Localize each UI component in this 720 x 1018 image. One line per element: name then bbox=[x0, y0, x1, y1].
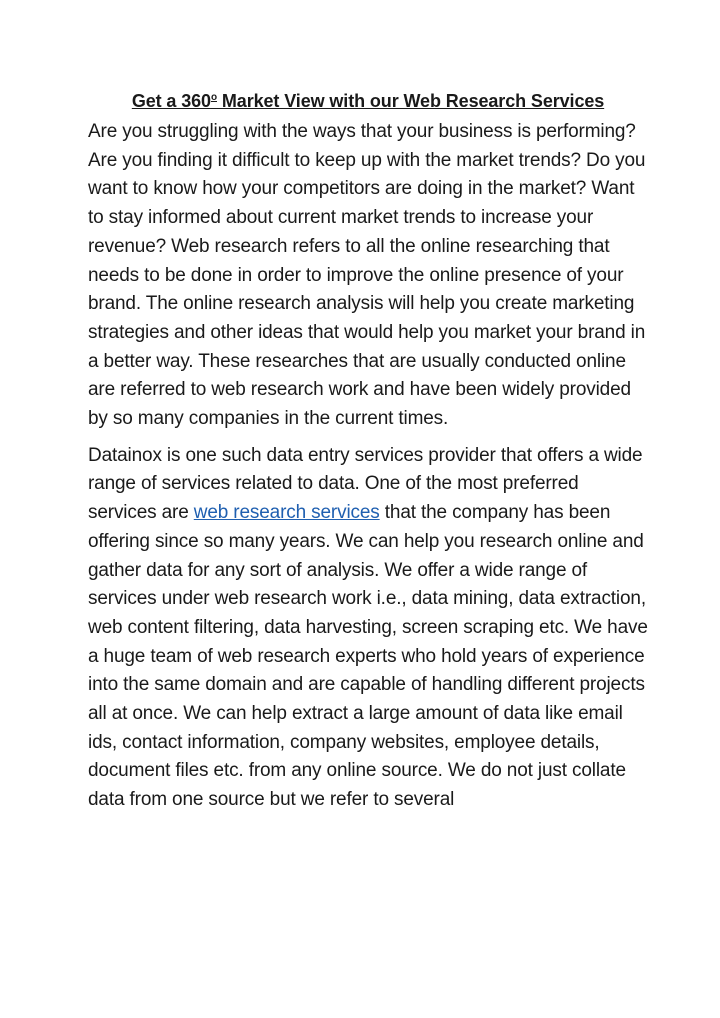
paragraph-2-text-after: that the company has been offering since so many years. We can help you research online and gather data for any sort of analysis. We offer a wide range of services under web research work i.e., data mining, data extraction, web content filtering, data harvesting, screen scraping etc. We have a huge team of web research experts who hold years of experience into the same domain and are capable of handling different projects all at once. We can help extract a large amount of data like email ids, contact information, company websites, employee details, document files etc. from any online source. We do not just collate data from one source but we refer to several bbox=[88, 502, 648, 811]
document-content bbox=[88, 88, 648, 823]
title-main: Get a 360 bbox=[131, 91, 211, 111]
paragraph-datainox bbox=[88, 442, 648, 815]
document-title bbox=[88, 88, 648, 114]
paragraph-2-text-before: Datainox is one such data entry services provider that offers a wide range of services related to data. One of the most preferred services are bbox=[88, 444, 643, 524]
paragraph-intro: Are you struggling with the ways that your business is performing? Are you finding it difficult to keep up with the market trends? Do you want to know how your competitors are doing in the market? Want to stay informed about current market trends to increase your revenue? Web research refers to all the online researching that needs to be done in order to improve the online presence of your brand. The online research analysis will help you create marketing strategies and other ideas that would help you market your brand in a better way. These researches that are usually conducted online are referred to web research work and have been widely provided by so many companies in the current times. bbox=[88, 121, 646, 430]
title-rest: Market View with our Web Research Services bbox=[216, 91, 605, 111]
web-research-services-link[interactable]: web research services bbox=[193, 502, 380, 524]
title-superscript: o bbox=[210, 92, 217, 103]
